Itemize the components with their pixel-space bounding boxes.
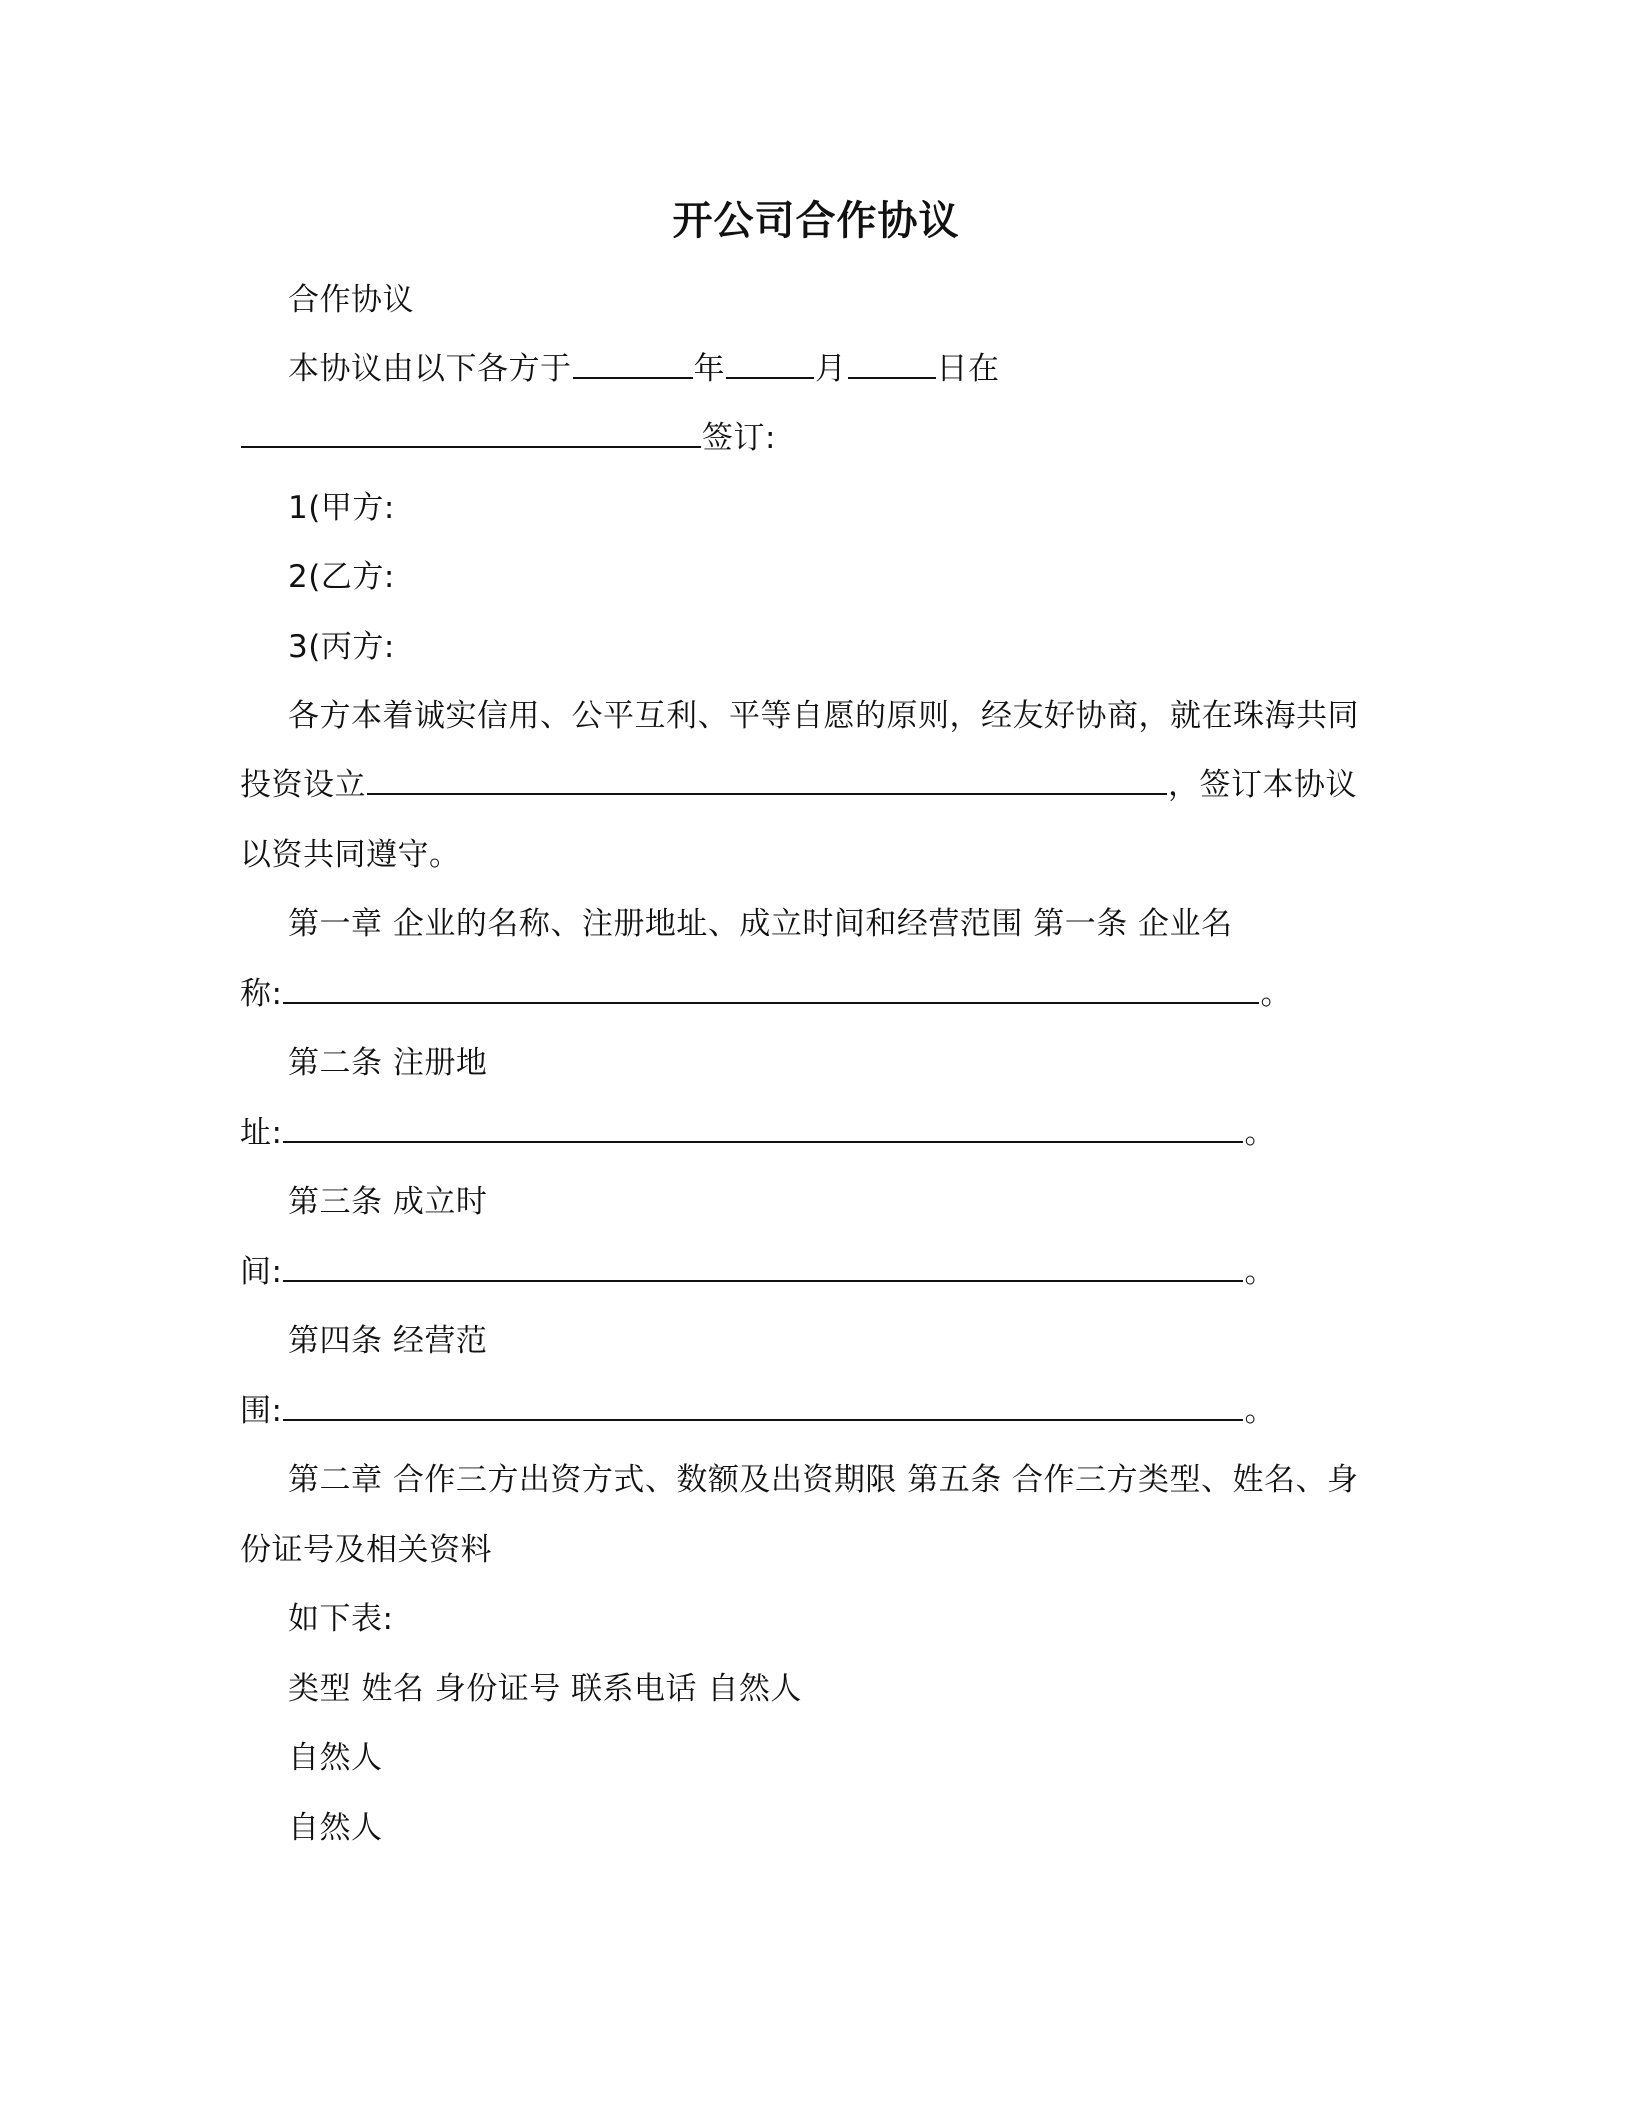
table-row-2-text: 自然人 xyxy=(288,1740,383,1776)
scope-blank xyxy=(283,1391,1243,1421)
day-label: 日在 xyxy=(936,351,1000,387)
article-two-line xyxy=(288,1041,487,1085)
invest-text: 投资设立 xyxy=(240,767,366,803)
chapter-two-text: 第二章 合作三方出资方式、数额及出资期限 第五条 合作三方类型、姓名、身 xyxy=(288,1462,1359,1498)
table-row-3-text: 自然人 xyxy=(288,1810,383,1846)
month-blank xyxy=(726,349,814,379)
founded-blank xyxy=(283,1252,1243,1282)
scope-label: 围: xyxy=(240,1393,283,1429)
founded-line xyxy=(240,1250,1276,1294)
address-blank xyxy=(283,1113,1243,1143)
party-b-label: 2(乙方: xyxy=(288,559,395,595)
article-three-line xyxy=(288,1180,487,1224)
chapter-one-line xyxy=(288,902,1233,946)
principle-text: 各方本着诚实信用、公平互利、平等自愿的原则，经友好协商，就在珠海共同 xyxy=(288,698,1359,734)
subtitle-text: 合作协议 xyxy=(288,282,414,318)
founded-label: 间: xyxy=(240,1254,283,1290)
chapter-two-line xyxy=(288,1458,1359,1502)
principle-line xyxy=(288,694,1359,738)
company-name-line xyxy=(240,972,1292,1016)
table-intro-line xyxy=(288,1597,393,1641)
comply-text: 以资共同遵守。 xyxy=(240,837,461,873)
company-name-end: 。 xyxy=(1260,976,1292,1012)
place-line xyxy=(240,416,776,460)
company-name-label: 称: xyxy=(240,976,283,1012)
table-header-text: 类型 姓名 身份证号 联系电话 自然人 xyxy=(288,1671,802,1707)
company-name-blank xyxy=(283,974,1259,1004)
id-info-line xyxy=(240,1528,492,1572)
year-blank xyxy=(573,349,693,379)
sign-label: 签订: xyxy=(702,420,776,456)
comply-line xyxy=(240,833,461,877)
chapter-one-text: 第一章 企业的名称、注册地址、成立时间和经营范围 第一条 企业名 xyxy=(288,906,1233,942)
company-blank xyxy=(367,765,1167,795)
table-row-2 xyxy=(288,1736,383,1780)
founded-end: 。 xyxy=(1244,1254,1276,1290)
table-row-3 xyxy=(288,1806,383,1850)
party-a-label: 1(甲方: xyxy=(288,490,395,526)
year-label: 年 xyxy=(693,351,725,387)
article-two-text: 第二条 注册地 xyxy=(288,1045,488,1081)
article-four-text: 第四条 经营范 xyxy=(288,1323,488,1359)
date-intro-text: 本协议由以下各方于 xyxy=(288,351,572,387)
party-b-line xyxy=(288,555,395,599)
address-end: 。 xyxy=(1244,1115,1276,1151)
party-c-label: 3(丙方: xyxy=(288,629,395,665)
invest-tail-text: ，签订本协议 xyxy=(1168,767,1357,803)
article-four-line xyxy=(288,1319,487,1363)
document-title: 开公司合作协议 xyxy=(672,198,960,244)
article-three-text: 第三条 成立时 xyxy=(288,1184,488,1220)
date-line xyxy=(288,347,1000,391)
table-intro-text: 如下表: xyxy=(288,1601,394,1637)
subtitle-line xyxy=(288,278,414,322)
party-c-line xyxy=(288,625,395,669)
day-blank xyxy=(848,349,936,379)
table-header-line xyxy=(288,1667,802,1711)
scope-line xyxy=(240,1389,1276,1433)
invest-line xyxy=(240,763,1357,807)
address-line xyxy=(240,1111,1276,1155)
place-blank xyxy=(241,418,701,448)
scope-end: 。 xyxy=(1244,1393,1276,1429)
party-a-line xyxy=(288,486,395,530)
id-info-text: 份证号及相关资料 xyxy=(240,1532,492,1568)
month-label: 月 xyxy=(815,351,847,387)
address-label: 址: xyxy=(240,1115,283,1151)
